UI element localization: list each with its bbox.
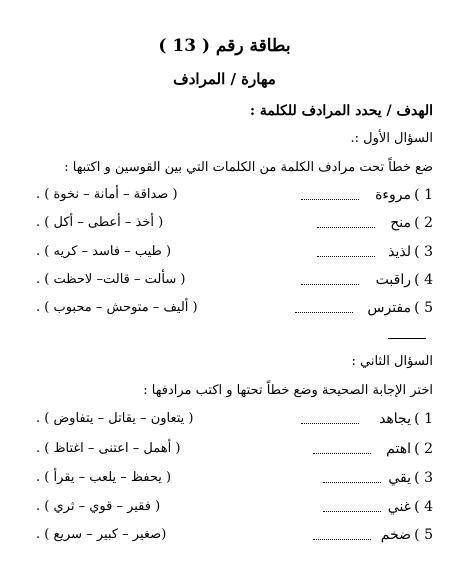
item-options: ( يحفظ – يلعب – يقرأ ) . xyxy=(36,470,172,485)
item-options: ( أليف – متوحش – محبوب ) . xyxy=(36,300,198,315)
item-number: 4 ) xyxy=(414,272,433,288)
item-word: مفترس xyxy=(367,300,411,316)
item-options: ( صداقة – أمانة – نخوة ) . xyxy=(36,187,178,202)
answer-blank xyxy=(317,227,375,228)
section1-instruction: ضع خطاً تحت مرادف الكلمة من الكلمات التي بين القوسين و اكتبها : xyxy=(64,160,433,175)
answer-blank xyxy=(301,284,359,285)
item-number: 1 ) xyxy=(414,411,433,427)
section2-heading: السؤال الثاني : xyxy=(351,354,433,369)
section-divider xyxy=(388,338,426,339)
item-word: راقبت xyxy=(375,272,411,288)
item-word: منح xyxy=(390,215,411,231)
list-item xyxy=(36,470,433,492)
skill-subtitle: مهارة / المرادف xyxy=(173,70,276,88)
answer-blank xyxy=(295,312,353,313)
list-item xyxy=(36,499,433,521)
list-item xyxy=(36,527,433,549)
item-options: ( سألت – قالت– لاحظت ) . xyxy=(36,272,186,287)
item-number: 3 ) xyxy=(414,470,433,486)
item-word: يجاهد xyxy=(379,411,411,427)
item-number: 5 ) xyxy=(414,300,433,316)
item-word: مروءة xyxy=(375,187,411,203)
item-options: ( فقير – قوي – ثري ) . xyxy=(36,499,161,514)
goal-line: الهدف / يحدد المرادف للكلمة : xyxy=(249,103,433,119)
section1-heading: السؤال الأول :. xyxy=(350,131,433,146)
item-word: يقي xyxy=(388,470,411,486)
item-options: ( يتعاون – يقاتل – يتفاوض ) . xyxy=(36,411,194,426)
answer-blank xyxy=(301,423,359,424)
item-options: ( أخذ – أعطى – أكل ) . xyxy=(36,215,164,230)
section2-instruction: اختر الإجابة الصحيحة وضع خطاً تحتها و اكتب مرادفها : xyxy=(143,383,433,398)
answer-blank xyxy=(313,453,371,454)
item-options: (صغير – كبير – سريع ) . xyxy=(36,527,167,542)
list-item xyxy=(36,411,433,433)
item-number: 3 ) xyxy=(414,244,433,260)
item-word: اهتم xyxy=(386,441,411,457)
item-number: 5 ) xyxy=(414,527,433,543)
item-number: 2 ) xyxy=(414,215,433,231)
list-item xyxy=(36,441,433,463)
item-number: 4 ) xyxy=(414,499,433,515)
answer-blank xyxy=(323,482,381,483)
list-item xyxy=(36,244,433,266)
answer-blank xyxy=(317,256,375,257)
item-number: 2 ) xyxy=(414,441,433,457)
item-options: ( أهمل – اعتنى – اغتاظ ) . xyxy=(36,441,181,456)
list-item xyxy=(36,215,433,237)
answer-blank xyxy=(323,511,381,512)
answer-blank xyxy=(301,199,359,200)
item-word: غني xyxy=(387,499,411,515)
card-title: بطاقة رقم ( 13 ) xyxy=(158,36,291,56)
item-options: ( طيب – فاسد – كريه ) . xyxy=(36,244,172,259)
answer-blank xyxy=(313,539,371,540)
item-number: 1 ) xyxy=(414,187,433,203)
list-item xyxy=(36,300,433,322)
item-word: لذيذ xyxy=(388,244,411,260)
list-item xyxy=(36,187,433,209)
item-word: ضخم xyxy=(380,527,411,543)
list-item xyxy=(36,272,433,294)
